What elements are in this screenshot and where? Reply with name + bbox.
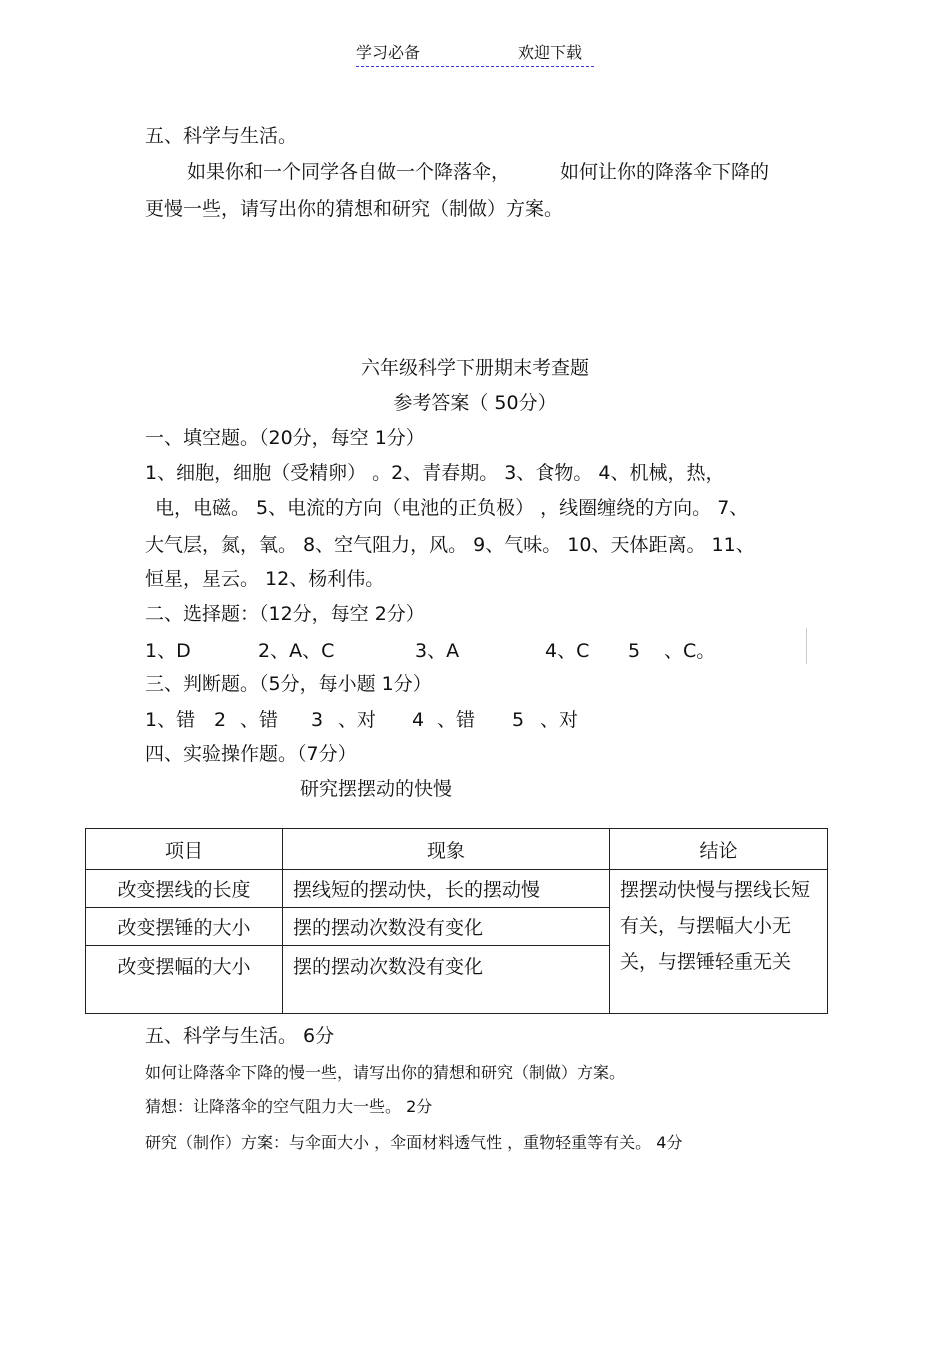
row-phenomenon: 摆线短的摆动快，长的摆动慢 <box>283 870 610 908</box>
q5-line1b: 如何让你的降落伞下降的 <box>560 161 770 183</box>
s3-answer-3-value: 、对 <box>338 709 377 731</box>
row-item: 改变摆线的长度 <box>86 870 283 908</box>
s3-answer-1: 1、错 <box>145 709 196 731</box>
s5-line2: 猜想：让降落伞的空气阻力大一些。 2分 <box>145 1097 433 1116</box>
answers-title: 六年级科学下册期末考查题 <box>360 357 589 379</box>
s1-line-2: 电，电磁。 5、电流的方向（电池的正负极） ，线圈缠绕的方向。 7、 <box>155 497 749 519</box>
row-phenomenon: 摆的摆动次数没有变化 <box>283 946 610 1014</box>
s3-answer-4-value: 、错 <box>437 709 476 731</box>
s2-title: 二、选择题：（12分，每空 2分） <box>145 603 425 625</box>
table-header-row <box>86 829 828 870</box>
s4-title: 四、实验操作题。（7分） <box>145 743 357 765</box>
s1-line-1: 1、细胞，细胞（受精卵） 。2、青春期。 3、食物。 4、机械，热， <box>145 462 725 484</box>
s1-line-4: 恒星，星云。 12、杨利伟。 <box>145 568 385 590</box>
s3-answer-5-number: 5 <box>512 709 525 731</box>
row-item: 改变摆幅的大小 <box>86 946 283 1014</box>
q5-title: 五、科学与生活。 <box>145 125 298 147</box>
row-item: 改变摆锤的大小 <box>86 908 283 946</box>
s5-title: 五、科学与生活。 6分 <box>145 1025 335 1047</box>
s1-line-3: 大气层，氮，氧。 8、空气阻力，风。 9、气味。 10、天体距离。 11、 <box>145 534 755 556</box>
header-right-text: 欢迎下载 <box>518 43 583 62</box>
s5-line3: 研究（制作）方案：与伞面大小 ，伞面材料透气性 ，重物轻重等有关。 4分 <box>145 1133 683 1152</box>
s3-answer-2-number: 2 <box>214 709 227 731</box>
header-conclusion: 结论 <box>610 829 828 870</box>
s2-answer-3: 3、A <box>415 640 460 662</box>
table-row <box>86 870 828 908</box>
s3-answer-5-value: 、对 <box>540 709 579 731</box>
s3-answer-3-number: 3 <box>311 709 324 731</box>
s2-answer-4: 4、C <box>545 640 590 662</box>
q5-line2: 更慢一些，请写出你的猜想和研究（制做）方案。 <box>145 198 564 220</box>
answers-subtitle: 参考答案（ 50分） <box>393 392 557 414</box>
s2-answer-2: 2、A、C <box>258 640 335 662</box>
s3-title: 三、判断题。（5分，每小题 1分） <box>145 673 432 695</box>
row-phenomenon: 摆的摆动次数没有变化 <box>283 908 610 946</box>
s3-answer-4-number: 4 <box>412 709 425 731</box>
table-title: 研究摆摆动的快慢 <box>300 778 453 800</box>
conclusion-cell: 摆摆动快慢与摆线长短有关，与摆幅大小无关，与摆锤轻重无关 <box>610 870 828 1014</box>
s5-line1: 如何让降落伞下降的慢一些，请写出你的猜想和研究（制做）方案。 <box>145 1063 626 1082</box>
experiment-table <box>85 828 828 1014</box>
right-margin-mark <box>806 628 807 664</box>
s2-answer-5-number: 5 <box>628 640 641 662</box>
s2-answer-5-value: 、C。 <box>664 640 716 662</box>
s1-title: 一、填空题。（20分，每空 1分） <box>145 427 425 449</box>
s3-answer-2-value: 、错 <box>240 709 279 731</box>
q5-line1: 如果你和一个同学各自做一个降落伞， <box>187 161 511 183</box>
page-header <box>356 40 594 67</box>
header-phenomenon: 现象 <box>283 829 610 870</box>
header-left-text: 学习必备 <box>356 43 421 62</box>
header-item: 项目 <box>86 829 283 870</box>
s2-answer-1: 1、D <box>145 640 191 662</box>
